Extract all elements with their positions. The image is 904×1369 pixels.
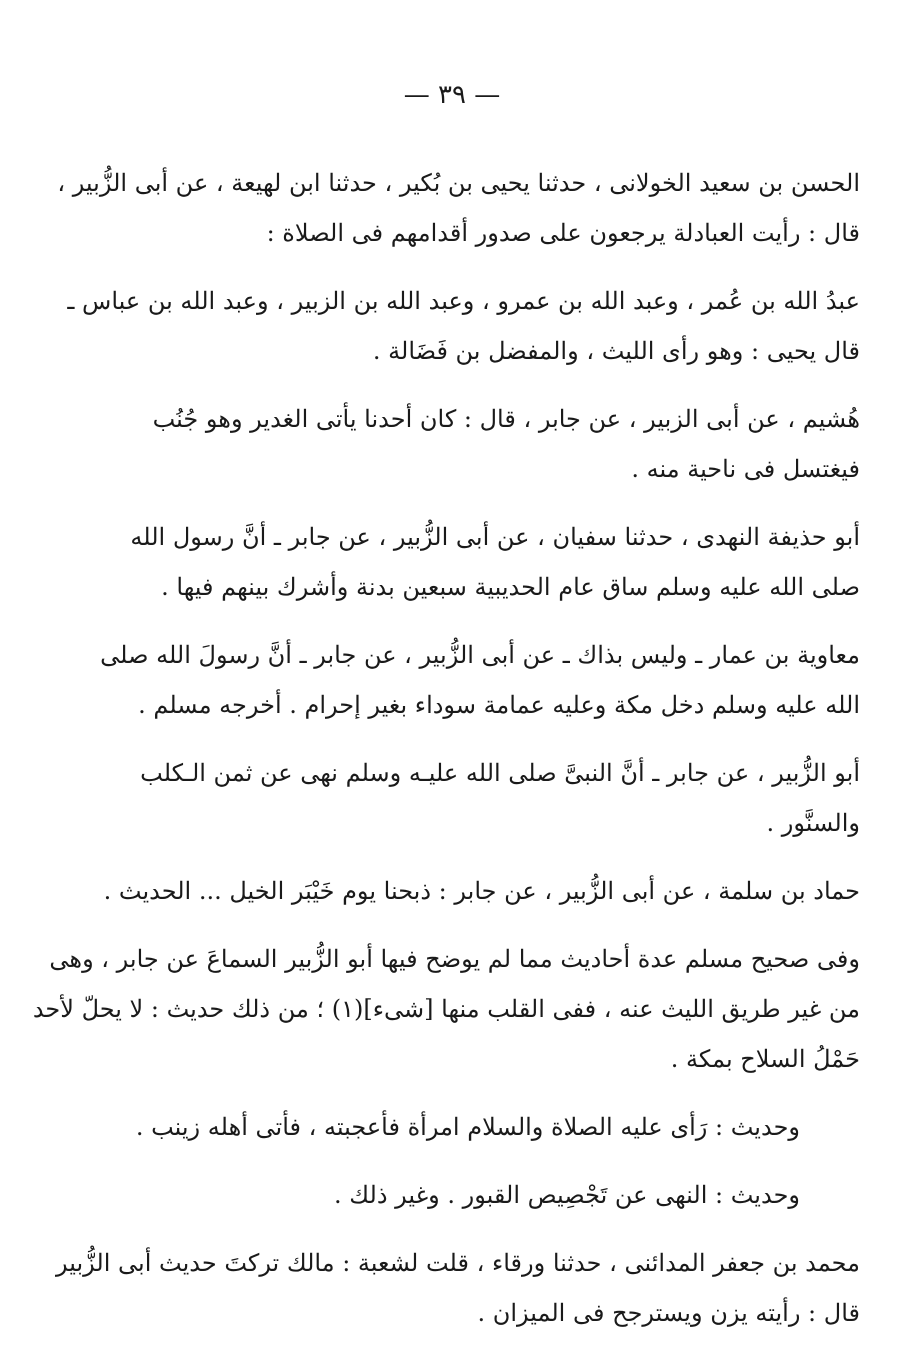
paragraph <box>152 394 860 494</box>
text-line: والسنَّور . <box>766 809 860 837</box>
text-line: حَمْلُ السلاح بمكة . <box>670 1045 860 1073</box>
page-number: — ٣٩ — <box>403 80 501 110</box>
paragraph <box>135 1102 860 1152</box>
paragraph <box>100 630 860 730</box>
text-line: الحسن بن سعيد الخولانى ، حدثنا يحيى بن بُكير ، حدثنا ابن لهيعة ، عن أبى الزُّبير ، <box>57 169 860 197</box>
paragraph <box>103 866 860 916</box>
paragraph <box>130 512 860 612</box>
text-line: قال : رأيت العبادلة يرجعون على صدور أقدامهم فى الصلاة : <box>266 219 860 247</box>
text-line: وحديث : رَأى عليه الصلاة والسلام امرأة فأعجبته ، فأتى أهله زينب . <box>135 1113 800 1141</box>
paragraph <box>56 1238 860 1338</box>
paragraph <box>57 158 860 258</box>
text-line: عبدُ الله بن عُمر ، وعبد الله بن عمرو ، وعبد الله بن الزبير ، وعبد الله بن عباس ـ <box>67 287 860 315</box>
text-line: أبو الزُّبير ، عن جابر ـ أنَّ النبىَّ صلى الله عليـه وسلم نهى عن ثمن الـكلب <box>140 759 860 787</box>
text-line: قال : رأيته يزن ويسترجح فى الميزان . <box>477 1299 860 1327</box>
body-text <box>32 158 860 1356</box>
paragraph <box>160 1170 860 1220</box>
text-line: وفى صحيح مسلم عدة أحاديث مما لم يوضح فيها أبو الزُّبير السماعَ عن جابر ، وهى <box>49 945 860 973</box>
paragraph <box>140 748 860 848</box>
text-line: صلى الله عليه وسلم ساق عام الحديبية سبعين بدنة وأشرك بينهم فيها . <box>161 573 860 601</box>
text-line: أبو حذيفة النهدى ، حدثنا سفيان ، عن أبى الزُّبير ، عن جابر ـ أنَّ رسول الله <box>130 523 860 551</box>
text-line: قال يحيى : وهو رأى الليث ، والمفضل بن فَضَالة . <box>372 337 860 365</box>
text-line: وحديث : النهى عن تَجْصِيص القبور . وغير ذلك . <box>334 1181 800 1209</box>
text-line: من غير طريق الليث عنه ، ففى القلب منها [شىء](١) ؛ من ذلك حديث : لا يحلّ لأحد <box>32 995 860 1023</box>
text-line: الله عليه وسلم دخل مكة وعليه عمامة سوداء بغير إحرام . أخرجه مسلم . <box>138 691 860 719</box>
paragraph <box>32 934 860 1084</box>
text-line: حماد بن سلمة ، عن أبى الزُّبير ، عن جابر : ذبحنا يوم خَيْبَر الخيل ... الحديث . <box>103 877 860 905</box>
paragraph <box>67 276 860 376</box>
text-line: معاوية بن عمار ـ وليس بذاك ـ عن أبى الزُّبير ، عن جابر ـ أنَّ رسولَ الله صلى <box>100 641 860 669</box>
text-line: محمد بن جعفر المدائنى ، حدثنا ورقاء ، قلت لشعبة : مالك تركتَ حديث أبى الزُّبير <box>56 1249 860 1277</box>
text-line: فيغتسل فى ناحية منه . <box>631 455 860 483</box>
text-line: هُشيم ، عن أبى الزبير ، عن جابر ، قال : كان أحدنا يأتى الغدير وهو جُنُب <box>152 405 860 433</box>
